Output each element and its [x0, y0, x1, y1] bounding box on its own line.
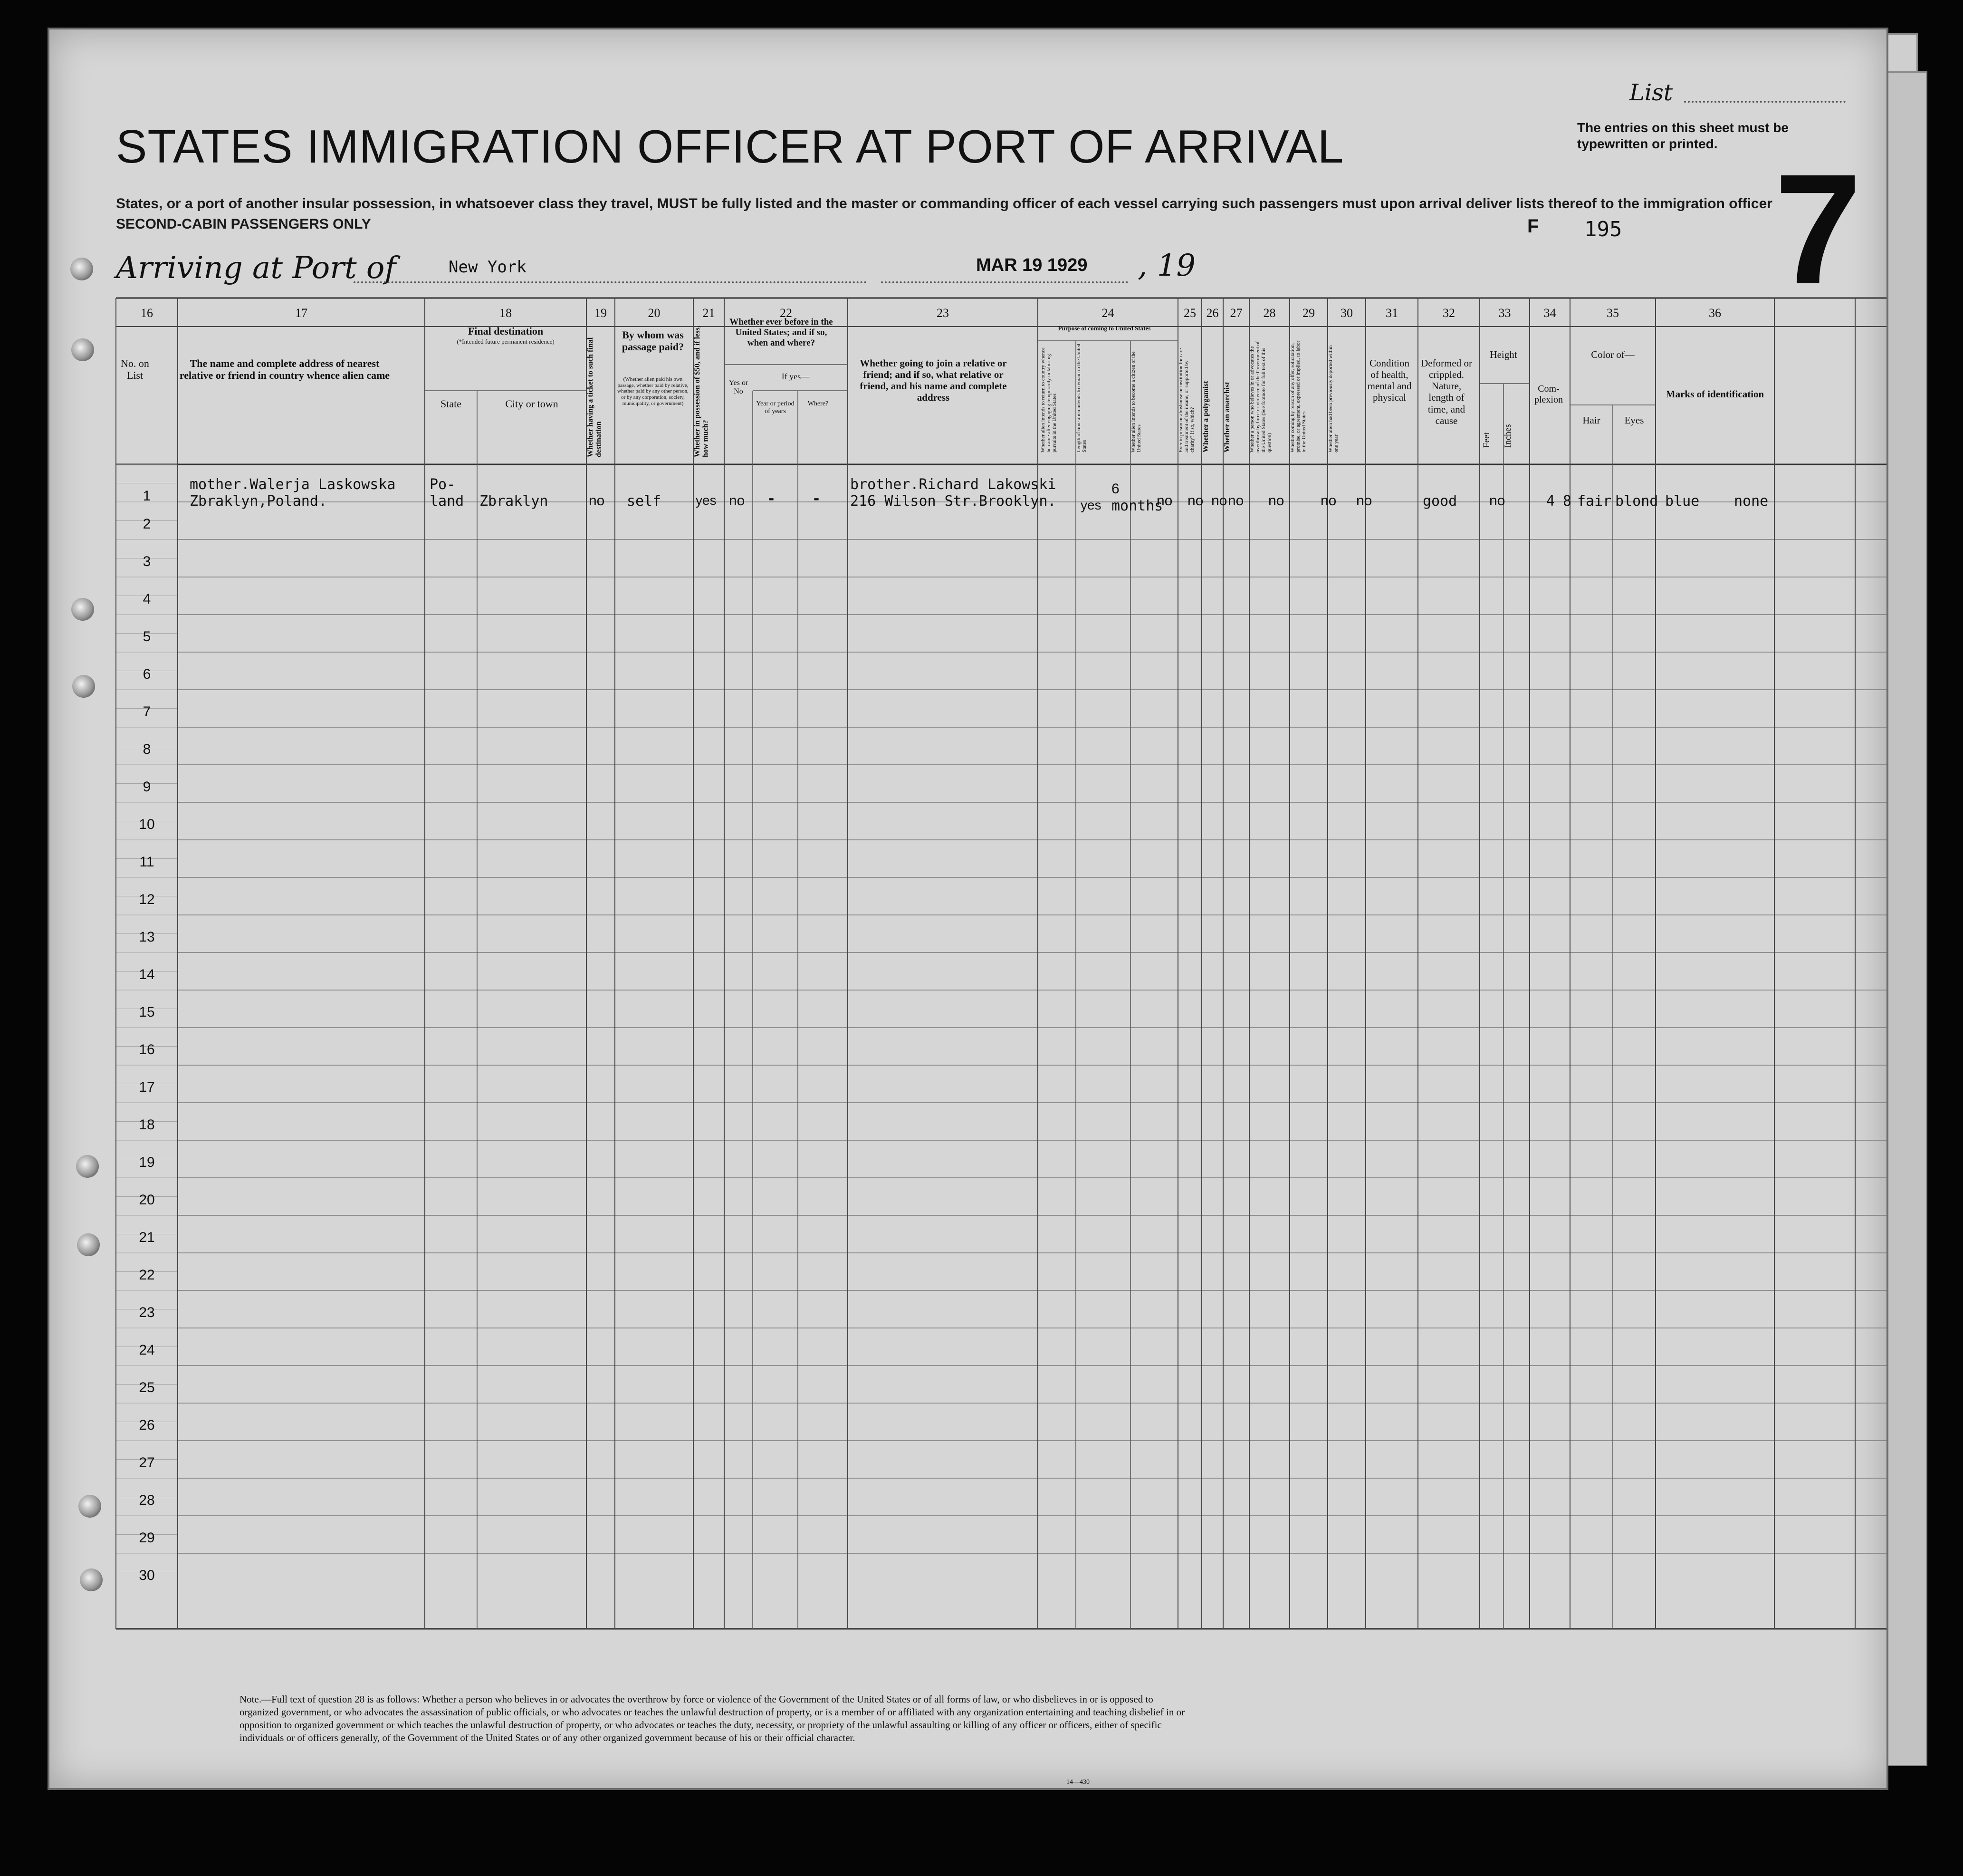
binder-hole [70, 258, 93, 280]
col29-label: Whether coming by reason of any offer, solicitation, promise, or agreement, expressed or implied, to labor in the United States [1290, 340, 1307, 452]
health-value: good [1423, 493, 1457, 510]
relative-line2: Zbraklyn,Poland. [190, 493, 327, 510]
instructions-text: States, or a port of another insular possession, in whatsoever class they travel, MUST be fully listed and the master or commanding officer of each vessel carrying such passengers must upon arrival deliver lists thereof to the immigration officer [116, 196, 1772, 212]
row-number: 13 [139, 929, 155, 945]
row-number: 21 [139, 1230, 155, 1245]
col16-label: No. on List [121, 357, 149, 382]
deformed-value: no [1489, 493, 1505, 509]
column-number: 36 [1709, 306, 1721, 320]
col31-label: Condition of health, mental and physical [1367, 357, 1412, 404]
sheet-mark: F [1527, 216, 1539, 237]
paid-by-value: self [627, 493, 661, 510]
col18-city: City or town [505, 398, 558, 410]
col22-label: Whether ever before in the United States; and if so, when and where? [729, 317, 833, 348]
col26-label: Whether a polygamist [1202, 381, 1210, 452]
before-in-us-value: no [729, 493, 745, 509]
binder-hole [71, 598, 94, 621]
row-number: 1 [143, 488, 151, 504]
row-number: 27 [139, 1455, 155, 1471]
row-number: 2 [143, 516, 151, 532]
binder-hole [80, 1568, 103, 1591]
binder-hole [76, 1155, 99, 1178]
page-title: STATES IMMIGRATION OFFICER AT PORT OF ARRIVAL [116, 120, 1344, 173]
row-number: 18 [139, 1117, 155, 1133]
labor-offer-value: no [1321, 493, 1337, 509]
col27-label: Whether an anarchist [1223, 382, 1231, 452]
hair-value: blond [1615, 493, 1658, 510]
citizen-value: no [1157, 493, 1173, 509]
arriving-label: Arriving at Port of [116, 250, 396, 286]
city-town: Zbraklyn [479, 493, 548, 510]
deported-value: no [1356, 493, 1372, 509]
col36-label: Marks of identification [1666, 388, 1764, 400]
date-stamp: MAR 19 1929 [976, 255, 1088, 275]
big-sheet-number: 7 [1774, 141, 1862, 317]
binder-hole [77, 1233, 100, 1256]
join-line2: 216 Wilson Str.Brooklyn. [850, 493, 1056, 510]
col24-return: Whether alien intends to return to country whence he came after engaging temporarily in laboring pursuits in the United States [1040, 347, 1058, 452]
row-number: 25 [139, 1380, 155, 1395]
col20-note: (Whether alien paid his own passage, whether paid by relative, whether paid by any other person, or by any corporation, society, municipality, or government) [617, 376, 689, 406]
height-feet-value: 4 [1546, 493, 1555, 510]
row-number: 23 [139, 1305, 155, 1320]
join-line1: brother.Richard Lakowski [850, 476, 1056, 493]
col24-length: Length of time alien intends to remain in the United States [1076, 344, 1088, 452]
row-number: 17 [139, 1079, 155, 1095]
column-number: 17 [295, 306, 307, 320]
col33-inches: Inches [1503, 424, 1513, 448]
money-value: yes [696, 493, 717, 508]
list-label: List [1629, 79, 1673, 106]
typewritten-note: The entries on this sheet must be typewritten or printed. [1577, 120, 1789, 151]
year-value: - [767, 491, 776, 507]
row-number: 15 [139, 1004, 155, 1020]
col22-yes-no: Yes or No [728, 379, 748, 396]
col34-label: Com- plexion [1534, 384, 1563, 405]
column-number: 26 [1206, 306, 1219, 320]
polygamist-value: no [1211, 493, 1227, 509]
row-number: 28 [139, 1492, 155, 1508]
column-number: 20 [648, 306, 661, 320]
relative-line1: mother.Walerja Laskowska [190, 476, 396, 493]
column-number: 23 [937, 306, 949, 320]
length-line2: months [1111, 498, 1163, 514]
col33-feet: Feet [1482, 432, 1492, 448]
row-number: 22 [139, 1267, 155, 1283]
col22-year: Year or period of years [756, 400, 795, 415]
column-number: 31 [1386, 306, 1398, 320]
anarchist-value: no [1228, 493, 1244, 509]
col24-citizen: Whether alien intends to become a citizen of the United States [1130, 351, 1142, 452]
row-number: 7 [143, 704, 151, 720]
col25-label: Ever in prison or almshouse or institution for care and treatment of the insane, or supported by charity? If so, which? [1178, 348, 1196, 452]
overthrow-value: no [1268, 493, 1284, 509]
col23-label: Whether going to join a relative or friend; and if so, what relative or friend, and his name and complete address [860, 357, 1007, 404]
column-number: 34 [1543, 306, 1556, 320]
col30-label: Whether alien had been previously deported within one year [1328, 345, 1340, 452]
ticket-value: no [589, 493, 605, 509]
col18-state: State [440, 398, 461, 410]
column-number: 29 [1302, 306, 1315, 320]
col32-label: Deformed or crippled. Nature, length of time, and cause [1421, 357, 1472, 426]
row-number: 14 [139, 967, 155, 982]
col17-label: The name and complete address of nearest relative or friend in country whence alien came [179, 357, 390, 382]
row-number: 19 [139, 1154, 155, 1170]
length-line1: 6 [1111, 481, 1120, 497]
col33-label: Height [1490, 349, 1517, 360]
eyes-value: blue [1665, 493, 1700, 510]
col18-note: (*Intended future permanent residence) [457, 338, 555, 345]
row-number: 26 [139, 1417, 155, 1433]
col21-label: Whether in possession of $50, and if less, how much? [693, 326, 710, 457]
row-number: 24 [139, 1342, 155, 1358]
column-number: 32 [1443, 306, 1455, 320]
column-number: 16 [141, 306, 153, 320]
row-number: 20 [139, 1192, 155, 1208]
column-number: 35 [1607, 306, 1619, 320]
form-number: 14—430 [1066, 1779, 1090, 1786]
manifest-sheet [48, 28, 1888, 1790]
row-number: 4 [143, 591, 151, 607]
col22-where: Where? [807, 400, 829, 407]
column-number: 24 [1101, 306, 1114, 320]
row-number: 16 [139, 1042, 155, 1058]
port-of-arrival: New York [449, 258, 527, 277]
col35-eyes: Eyes [1624, 414, 1644, 426]
row-number: 6 [143, 666, 151, 682]
column-number: 28 [1263, 306, 1276, 320]
col18-label: Final destination [468, 325, 544, 337]
row-number: 3 [143, 554, 151, 569]
col35-label: Color of— [1591, 349, 1635, 360]
column-number: 30 [1341, 306, 1353, 320]
col19-label: Whether having a ticket to such final destination [586, 337, 603, 457]
column-number: 21 [702, 306, 715, 320]
column-number: 33 [1498, 306, 1511, 320]
column-number: 25 [1184, 306, 1196, 320]
col28-label: Whether a person who believes in or advocates the overthrow by force or violence of the Government of the United States (See footnote for full text of this question) [1249, 341, 1273, 452]
binder-hole [72, 675, 95, 698]
row-number: 12 [139, 892, 155, 907]
passenger-class: SECOND-CABIN PASSENGERS ONLY [116, 216, 371, 232]
column-number: 19 [594, 306, 607, 320]
state-line1: Po- [430, 476, 456, 493]
where-value: - [812, 491, 821, 507]
sheet-number: 195 [1584, 217, 1622, 241]
row-number: 30 [139, 1568, 155, 1583]
prison-value: no [1187, 493, 1204, 509]
col22-if-yes: If yes— [781, 372, 810, 381]
binder-hole [71, 338, 94, 361]
row-number: 8 [143, 741, 151, 757]
height-inches-value: 8 [1563, 493, 1572, 510]
column-number: 27 [1230, 306, 1243, 320]
column-number: 22 [780, 306, 792, 320]
marks-value: none [1734, 493, 1769, 510]
col20-label: By whom was passage paid? [622, 329, 684, 353]
col24-label: Purpose of coming to United States [1058, 325, 1151, 332]
return-intent-value: yes [1081, 498, 1101, 512]
complexion-value: fair [1577, 493, 1612, 510]
row-number: 5 [143, 629, 151, 645]
column-number: 18 [499, 306, 512, 320]
form-grid [49, 29, 1886, 1788]
binder-hole [78, 1495, 101, 1518]
col35-hair: Hair [1582, 414, 1600, 426]
footnote: Note.—Full text of question 28 is as follows: Whether a person who believes in or advocates the overthrow by force or violence of the Government of the United States or of all forms of law, or who disbelieves in or is opposed to organized government, or who advocates the assassination of public officials, or who advocates or teaches the unlawful destruction of property, or is a member of or affiliated with any organization entertaining and teaching disbelief in or opposition to organized government or which teaches the unlawful destruction of property, or who advocates or teaches the duty, necessity, or propriety of the unlawful assaulting or killing of any officer or officers, either of specific individuals or of officers generally, of the Government of the United States or of any other organized government because of his or their official character. [239, 1693, 1185, 1743]
state-line2: land [430, 493, 464, 510]
row-number: 11 [139, 854, 154, 870]
year-prefix: , 19 [1138, 248, 1196, 283]
row-number: 10 [139, 817, 155, 832]
row-number: 9 [143, 779, 151, 795]
row-number: 29 [139, 1530, 155, 1546]
